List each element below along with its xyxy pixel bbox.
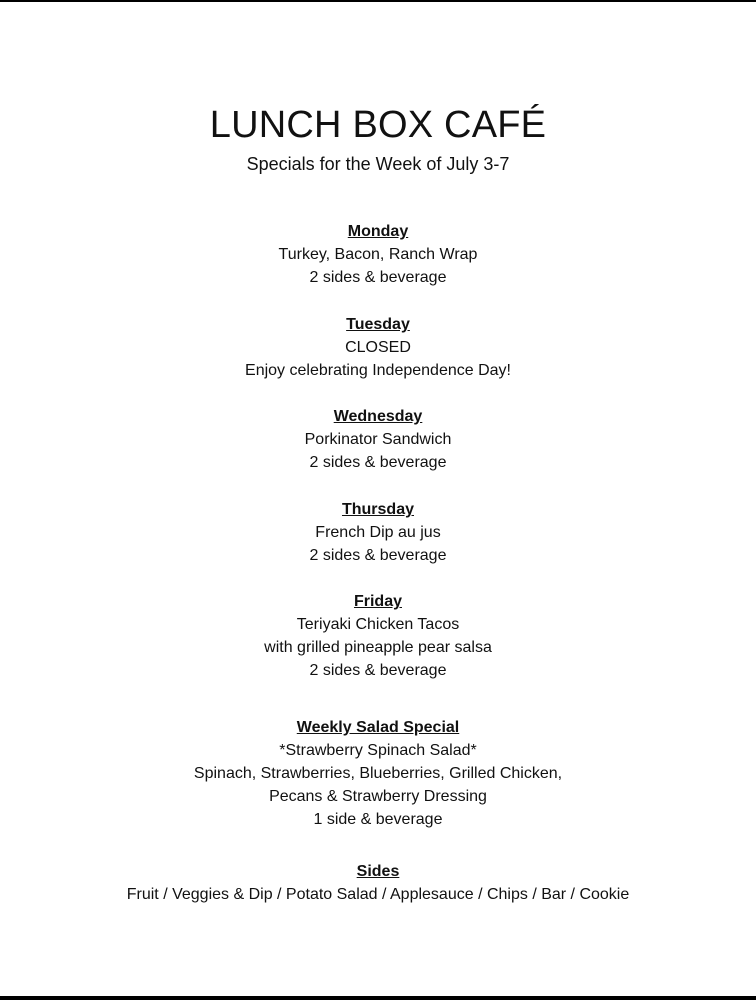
- section-heading: Monday: [347, 223, 409, 240]
- section-heading: Wednesday: [333, 408, 423, 425]
- section-line: Spinach, Strawberries, Blueberries, Grilled Chicken,: [193, 765, 563, 782]
- section-line: with grilled pineapple pear salsa: [264, 639, 492, 656]
- page-subtitle: Specials for the Week of July 3-7: [246, 154, 510, 174]
- section-line: 1 side & beverage: [313, 811, 443, 828]
- section-sides: [0, 860, 756, 906]
- section-heading: Weekly Salad Special: [296, 719, 460, 736]
- menu-page: [0, 2, 756, 996]
- section-line: CLOSED: [345, 339, 411, 356]
- section-monday: [0, 220, 756, 289]
- section-line: 2 sides & beverage: [309, 662, 447, 679]
- section-line: Teriyaki Chicken Tacos: [296, 616, 460, 633]
- section-line: 2 sides & beverage: [309, 454, 447, 471]
- section-line: Pecans & Strawberry Dressing: [269, 788, 487, 805]
- section-friday: [0, 590, 756, 682]
- section-heading: Tuesday: [346, 316, 410, 333]
- section-line: Turkey, Bacon, Ranch Wrap: [278, 246, 478, 263]
- section-thursday: [0, 498, 756, 567]
- page-title: LUNCH BOX CAFÉ: [209, 104, 547, 146]
- section-line: 2 sides & beverage: [309, 547, 447, 564]
- section-heading: Sides: [356, 863, 400, 880]
- section-line: Enjoy celebrating Independence Day!: [245, 362, 511, 379]
- section-line: Porkinator Sandwich: [304, 431, 452, 448]
- section-heading: Thursday: [341, 501, 414, 518]
- section-line: 2 sides & beverage: [309, 269, 447, 286]
- section-wednesday: [0, 405, 756, 474]
- section-line: *Strawberry Spinach Salad*: [279, 742, 477, 759]
- section-tuesday: [0, 313, 756, 382]
- section-line: Fruit / Veggies & Dip / Potato Salad / Applesauce / Chips / Bar / Cookie: [126, 886, 630, 903]
- section-line: French Dip au jus: [315, 524, 441, 541]
- section-weekly-salad-special: [0, 716, 756, 831]
- section-heading: Friday: [353, 593, 402, 610]
